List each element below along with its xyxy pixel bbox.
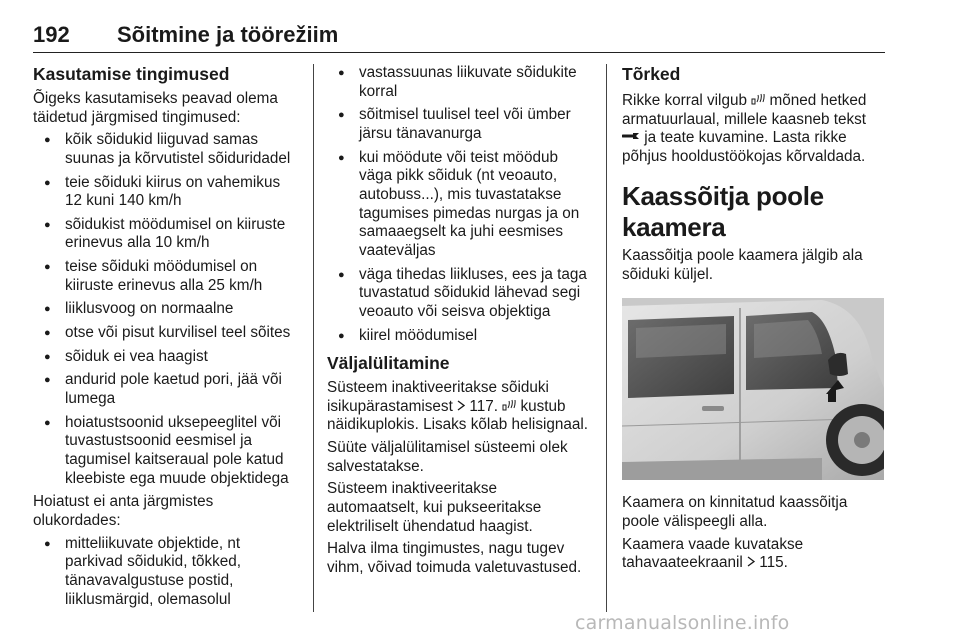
deactivation-paragraph: Süsteem inaktiveeritakse automaatselt, kui pukseeritakse elektriliselt ühendatud haagist.: [327, 480, 542, 535]
column-middle: [327, 64, 592, 582]
reference-arrow-icon: [457, 398, 465, 417]
section-heading-usage-conditions: Kasutamise tingimused: [33, 64, 230, 84]
page-number: 192: [33, 22, 70, 47]
list-item: ● teie sõiduki kiirus on vahemikus 12 kuni 140 km/h: [33, 174, 301, 211]
column-divider: [313, 64, 314, 612]
conditions-intro: Õigeks kasutamiseks peavad olema täidetud järgmised tingimused:: [33, 89, 278, 126]
list-item: ● hoiatustsoonid uksepeeglitel või tuvastustsoonid eesmisel ja tagumisel kaitseraual pole katud kleebiste ega muude objektidega: [33, 414, 301, 489]
deactivation-paragraph: Süsteem inaktiveeritakse sõiduki isikupärastamisest 117. kustub näidikuplokis. Lisaks kõlab helisignaal.: [327, 379, 589, 434]
list-item: ● kiirel möödumisel: [327, 327, 592, 346]
camera-view-paragraph: Kaamera vaade kuvatakse tahavaateekraanil 115.: [622, 535, 804, 572]
list-item: ● sõidukist möödumisel on kiiruste erinevus alla 10 km/h: [33, 216, 301, 253]
no-warning-list: [33, 535, 301, 610]
warning-intro: Hoiatust ei anta järgmistes olukordades:: [33, 493, 214, 529]
section-heading-faults: Tõrked: [622, 64, 681, 84]
deactivation-paragraph: Süüte väljalülitamisel süsteemi olek salvestatakse.: [327, 439, 568, 475]
list-item: ● liiklusvoog on normaalne: [33, 300, 301, 319]
page-header: [33, 22, 885, 53]
list-item: ● väga tihedas liikluses, ees ja taga tuvastatud sõidukid lähevad segi veoauto või seisva objektiga: [327, 266, 592, 322]
section-heading-passenger-camera: Kaassõitja poole kaamera: [622, 180, 824, 242]
section-heading-deactivation: Väljalülitamine: [327, 353, 450, 374]
list-item: ● sõiduk ei vea haagist: [33, 348, 301, 367]
page-reference[interactable]: 117: [469, 397, 494, 415]
page-reference[interactable]: 115: [759, 554, 784, 572]
reference-arrow-icon: [747, 554, 755, 573]
car-side-illustration: [622, 298, 884, 480]
list-item: ● kõik sõidukid liiguvad samas suunas ja kõrvutistel sõiduridadel: [33, 131, 301, 168]
chapter-title: Sõitmine ja töörežiim: [117, 22, 339, 47]
list-item: ● kui möödute või teist möödub väga pikk sõiduk (nt veoauto, autobuss...), mis tuvastatakse tagumises pimedas nurgas ja on samaaegselt ka juhi eesmises vaateväljas: [327, 149, 592, 261]
side-blind-spot-warning-icon: [502, 398, 516, 417]
no-warning-list-continued: [327, 64, 592, 345]
conditions-list: [33, 131, 301, 488]
wrench-icon: [622, 129, 640, 148]
list-item: ● otse või pisut kurvilisel teel sõites: [33, 324, 301, 343]
list-item: ● teise sõiduki möödumisel on kiiruste erinevus alla 25 km/h: [33, 258, 301, 295]
camera-intro: Kaassõitja poole kaamera jälgib ala sõiduki küljel.: [622, 246, 863, 283]
side-blind-spot-warning-icon: [751, 92, 765, 111]
list-item: ● sõitmisel tuulisel teel või ümber järsu tänavanurga: [327, 106, 592, 143]
list-item: ● andurid pole kaetud pori, jää või lumega: [33, 371, 301, 408]
column-left: [33, 64, 301, 614]
deactivation-paragraph: Halva ilma tingimustes, nagu tugev vihm, võivad toimuda valetuvastused.: [327, 540, 582, 576]
list-item: ● mitteliikuvate objektide, nt parkivad sõidukid, tõkked, tänavavalgustuse postid, liiklusmärgid, olemasolul: [33, 535, 301, 610]
column-divider: [606, 64, 607, 612]
list-item: ● vastassuunas liikuvate sõidukite korral: [327, 64, 592, 101]
watermark: carmanualsonline.info: [575, 612, 790, 634]
camera-mount-paragraph: Kaamera on kinnitatud kaassõitja poole välispeegli alla.: [622, 494, 848, 530]
faults-paragraph: Rikke korral vilgub mõned hetked armatuurlaual, millele kaasneb tekst ja teate kuvamine. Lasta rikke põhjus hooldustöökojas kõrvaldada.: [622, 91, 867, 165]
column-right: [622, 64, 884, 577]
